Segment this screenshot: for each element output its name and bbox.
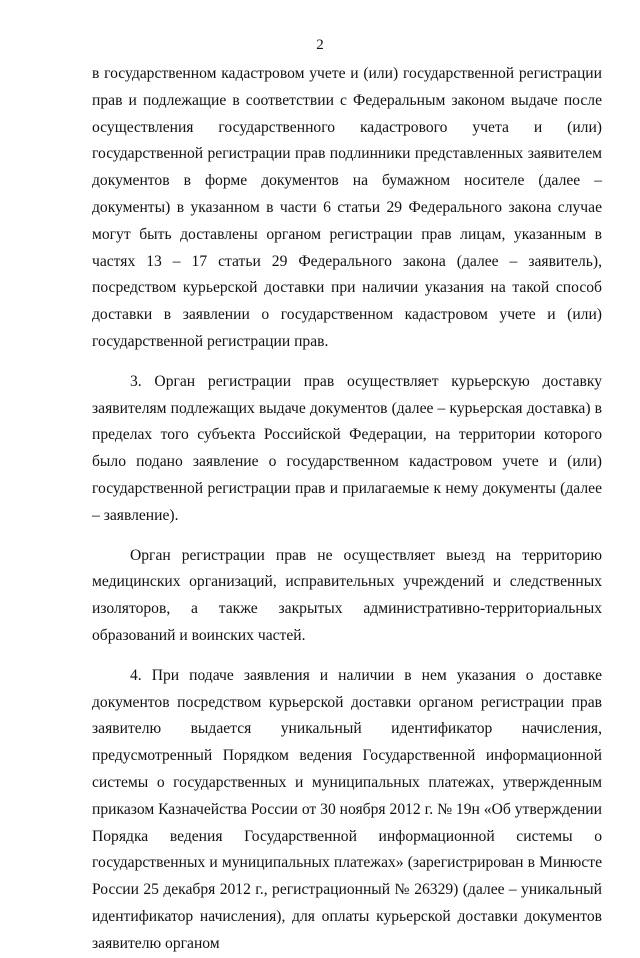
paragraph-item-3: 3. Орган регистрации прав осуществляет курьерскую доставку заявителям подлежащих выдаче документов (далее – курьерская доставка) в пределах того субъекта Российской Федерации, на территории которого было подано заявление о государственном кадастровом учете и (или) государственной регистрации прав и прилагаемые к нему документы (далее – заявление). bbox=[92, 372, 602, 524]
paragraph-spacer bbox=[92, 356, 602, 369]
paragraph-spacer bbox=[92, 530, 602, 543]
paragraph-continuation: в государственном кадастровом учете и (или) государственной регистрации прав и подлежащие в соответствии с Федеральным законом выдаче после осуществления государственного кадастрового учета и (или) государственной регистрации прав подлинники представленных заявителем документов в форме документов на бумажном носителе (далее – документы) в указанном в части 6 статьи 29 Федерального закона случае могут быть доставлены органом регистрации прав лицам, указанным в частях 13 – 17 статьи 29 Федерального закона (далее – заявитель), посредством курьерской доставки при наличии указания на такой способ доставки в заявлении о государственном кадастровом учете и (или) государственной регистрации прав. bbox=[92, 65, 602, 350]
document-body bbox=[92, 61, 602, 958]
paragraph-exclusions: Орган регистрации прав не осуществляет выезд на территорию медицинских организаций, исправительных учреждений и следственных изоляторов, а также закрытых административно-территориальных образований и воинских частей. bbox=[92, 546, 602, 644]
paragraph-spacer bbox=[92, 650, 602, 663]
paragraph-item-4: 4. При подаче заявления и наличии в нем указания о доставке документов посредством курьерской доставки органом регистрации прав заявителю выдается уникальный идентификатор начисления, предусмотренный Порядком ведения Государственной информационной системы о государственных и муниципальных платежах, утвержденным приказом Казначейства России от 30 ноября 2012 г. № 19н «Об утверждении Порядка ведения Государственной информационной системы о государственных и муниципальных платежах» (зарегистрирован в Минюсте России 25 декабря 2012 г., регистрационный № 26329) (далее – уникальный идентификатор начисления), для оплаты курьерской доставки документов заявителю органом bbox=[92, 666, 602, 952]
page-number: 2 bbox=[316, 37, 324, 53]
